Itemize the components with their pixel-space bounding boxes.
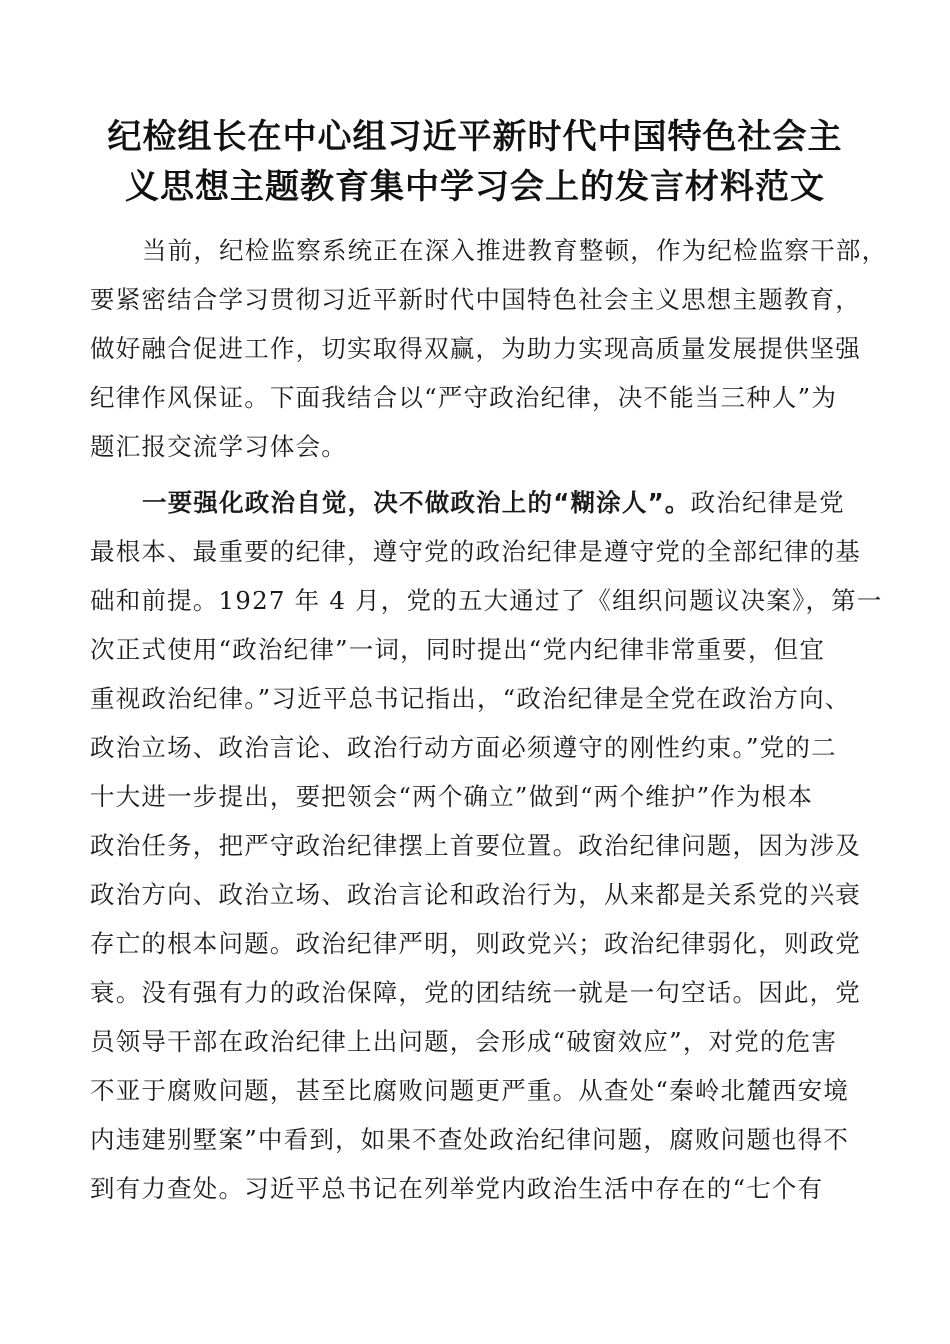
text-line: 内违建别墅案”中看到，如果不查处政治纪律问题，腐败问题也得不 — [90, 1125, 850, 1154]
text-line: 次正式使用“政治纪律”一词，同时提出“党内纪律非常重要，但宜 — [90, 635, 826, 664]
text-line: 题汇报交流学习体会。 — [90, 432, 347, 461]
text-line: 最根本、最重要的纪律，遵守党的政治纪律是遵守党的全部纪律的基 — [90, 537, 861, 566]
text-line: 政治立场、政治言论、政治行动方面必须遵守的刚性约束。”党的二 — [90, 733, 837, 762]
section-1-first-line: 政治纪律是党 — [690, 488, 845, 517]
text-line: 做好融合促进工作，切实取得双赢，为助力实现高质量发展提供坚强 — [90, 334, 861, 363]
intro-paragraph — [90, 226, 888, 471]
text-line: 到有力查处。习近平总书记在列举党内政治生活中存在的“七个有 — [90, 1174, 824, 1203]
title-line-2: 义思想主题教育集中学习会上的发言材料范文 — [125, 167, 825, 207]
text-line: 不亚于腐败问题，甚至比腐败问题更严重。从查处“秦岭北麓西安境 — [90, 1076, 850, 1105]
title-line-1: 纪检组长在中心组习近平新时代中国特色社会主 — [107, 117, 843, 157]
text-line: 十大进一步提出，要把领会“两个确立”做到“两个维护”作为根本 — [90, 782, 814, 811]
text-line: 当前，纪检监察系统正在深入推进教育整顿，作为纪检监察干部， — [142, 236, 888, 265]
text-line: 衰。没有强有力的政治保障，党的团结统一就是一句空话。因此，党 — [90, 978, 861, 1007]
text-line: 存亡的根本问题。政治纪律严明，则政党兴；政治纪律弱化，则政党 — [90, 929, 861, 958]
text-line: 纪律作风保证。下面我结合以“严守政治纪律，决不能当三种人”为 — [90, 383, 838, 412]
text-line: 政治方向、政治立场、政治言论和政治行为，从来都是关系党的兴衰 — [90, 880, 861, 909]
text-line: 础和前提。1927 年 4 月，党的五大通过了《组织问题议决案》，第一 — [90, 586, 883, 615]
text-line: 要紧密结合学习贯彻习近平新时代中国特色社会主义思想主题教育， — [90, 285, 861, 314]
section-1-heading: 一要强化政治自觉，决不做政治上的“糊涂人”。 — [142, 488, 691, 517]
section-1-paragraph — [90, 478, 883, 1213]
text-line: 员领导干部在政治纪律上出问题，会形成“破窗效应”，对党的危害 — [90, 1027, 838, 1056]
document-body — [90, 226, 888, 1213]
text-line: 政治任务，把严守政治纪律摆上首要位置。政治纪律问题，因为涉及 — [90, 831, 861, 860]
text-line: 重视政治纪律。”习近平总书记指出，“政治纪律是全党在政治方向、 — [90, 684, 851, 713]
document-title — [80, 112, 870, 212]
text-line — [90, 478, 880, 527]
